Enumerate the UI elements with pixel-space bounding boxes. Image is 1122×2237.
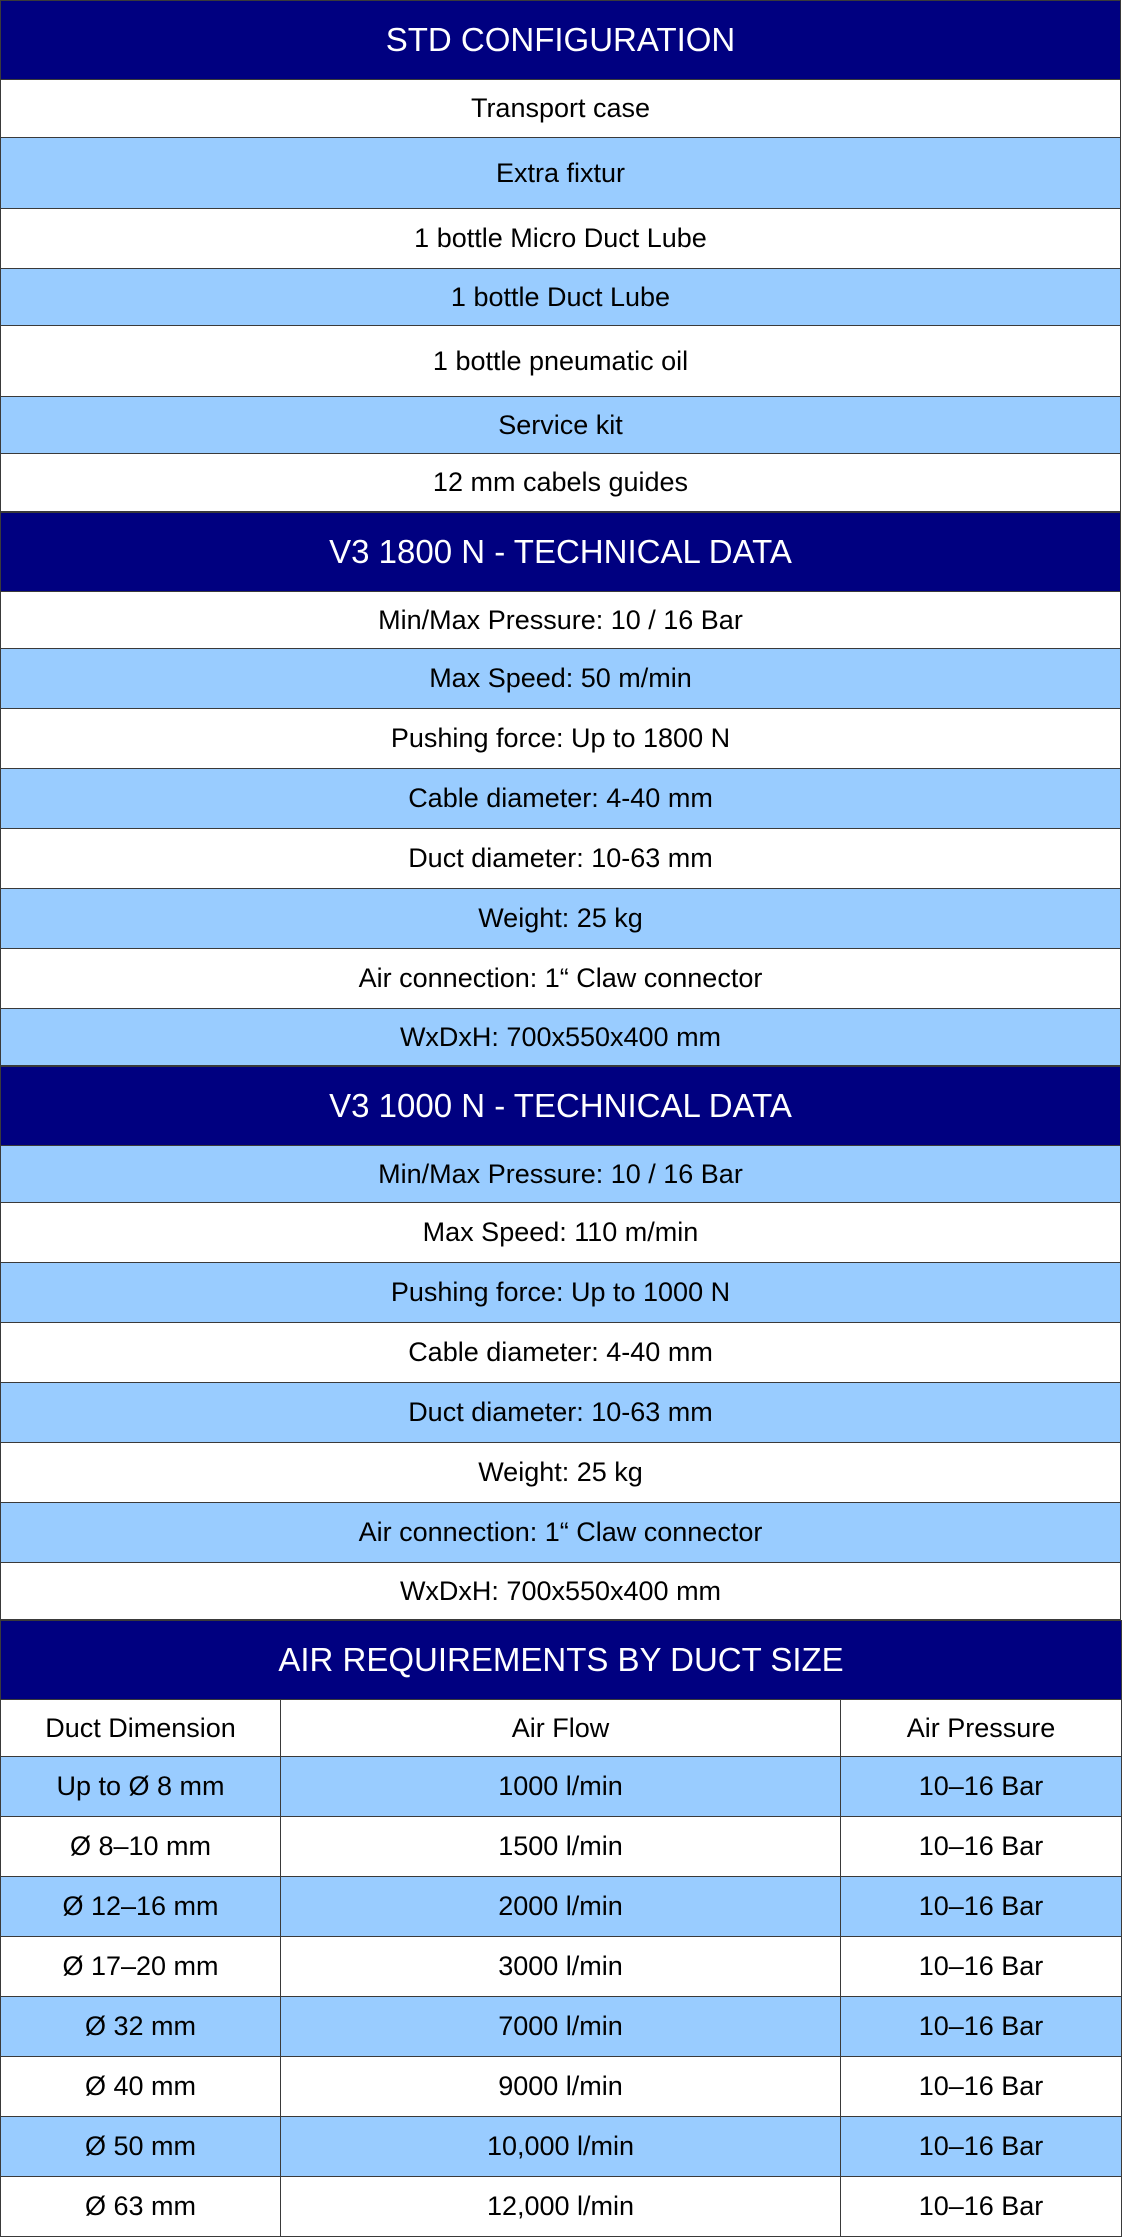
air-flow-cell: 7000 l/min xyxy=(281,1997,841,2057)
config-item: Transport case xyxy=(1,80,1121,138)
spec-row: Min/Max Pressure: 10 / 16 Bar xyxy=(1,1146,1121,1203)
spec-row: Weight: 25 kg xyxy=(1,889,1121,949)
table-row xyxy=(1,2057,1122,2117)
air-pressure-cell: 10–16 Bar xyxy=(841,1757,1122,1817)
air-flow-cell: 1500 l/min xyxy=(281,1817,841,1877)
spec-row: Min/Max Pressure: 10 / 16 Bar xyxy=(1,592,1121,649)
duct-dimension-cell: Ø 63 mm xyxy=(1,2177,281,2237)
spec-row: Duct diameter: 10-63 mm xyxy=(1,829,1121,889)
spec-row: Pushing force: Up to 1800 N xyxy=(1,709,1121,769)
table-row xyxy=(1,2117,1122,2177)
column-header-air-pressure: Air Pressure xyxy=(841,1700,1122,1757)
air-pressure-cell: 10–16 Bar xyxy=(841,1937,1122,1997)
spec-row: WxDxH: 700x550x400 mm xyxy=(1,1009,1121,1066)
v3-1800-header: V3 1800 N - TECHNICAL DATA xyxy=(1,513,1121,592)
table-row xyxy=(1,1817,1122,1877)
spec-row: Pushing force: Up to 1000 N xyxy=(1,1263,1121,1323)
table-row xyxy=(1,1757,1122,1817)
v3-1000-technical-table xyxy=(0,1066,1121,1620)
spec-row: Weight: 25 kg xyxy=(1,1443,1121,1503)
table-row xyxy=(1,1937,1122,1997)
v3-1800-technical-table xyxy=(0,512,1121,1066)
air-flow-cell: 12,000 l/min xyxy=(281,2177,841,2237)
duct-dimension-cell: Ø 17–20 mm xyxy=(1,1937,281,1997)
spec-row: Duct diameter: 10-63 mm xyxy=(1,1383,1121,1443)
table-row xyxy=(1,1877,1122,1937)
air-flow-cell: 2000 l/min xyxy=(281,1877,841,1937)
column-header-row xyxy=(1,1700,1122,1757)
config-item: 1 bottle pneumatic oil xyxy=(1,326,1121,397)
air-requirements-table xyxy=(0,1620,1122,2237)
duct-dimension-cell: Ø 12–16 mm xyxy=(1,1877,281,1937)
spec-row: WxDxH: 700x550x400 mm xyxy=(1,1563,1121,1620)
air-flow-cell: 10,000 l/min xyxy=(281,2117,841,2177)
duct-dimension-cell: Up to Ø 8 mm xyxy=(1,1757,281,1817)
config-item: 1 bottle Micro Duct Lube xyxy=(1,209,1121,269)
config-item: 1 bottle Duct Lube xyxy=(1,269,1121,326)
spec-row: Max Speed: 50 m/min xyxy=(1,649,1121,709)
table-row xyxy=(1,2177,1122,2237)
air-pressure-cell: 10–16 Bar xyxy=(841,2117,1122,2177)
air-flow-cell: 3000 l/min xyxy=(281,1937,841,1997)
spec-row: Air connection: 1“ Claw connector xyxy=(1,949,1121,1009)
duct-dimension-cell: Ø 40 mm xyxy=(1,2057,281,2117)
config-item: 12 mm cabels guides xyxy=(1,454,1121,512)
spec-row: Max Speed: 110 m/min xyxy=(1,1203,1121,1263)
table-row xyxy=(1,1997,1122,2057)
column-header-air-flow: Air Flow xyxy=(281,1700,841,1757)
air-pressure-cell: 10–16 Bar xyxy=(841,2057,1122,2117)
spec-row: Cable diameter: 4-40 mm xyxy=(1,1323,1121,1383)
air-pressure-cell: 10–16 Bar xyxy=(841,1817,1122,1877)
std-configuration-table xyxy=(0,0,1121,512)
air-flow-cell: 1000 l/min xyxy=(281,1757,841,1817)
spec-row: Air connection: 1“ Claw connector xyxy=(1,1503,1121,1563)
duct-dimension-cell: Ø 32 mm xyxy=(1,1997,281,2057)
air-pressure-cell: 10–16 Bar xyxy=(841,2177,1122,2237)
air-flow-cell: 9000 l/min xyxy=(281,2057,841,2117)
duct-dimension-cell: Ø 50 mm xyxy=(1,2117,281,2177)
v3-1000-header: V3 1000 N - TECHNICAL DATA xyxy=(1,1067,1121,1146)
config-item: Service kit xyxy=(1,397,1121,454)
std-configuration-header: STD CONFIGURATION xyxy=(1,1,1121,80)
spec-row: Cable diameter: 4-40 mm xyxy=(1,769,1121,829)
air-pressure-cell: 10–16 Bar xyxy=(841,1877,1122,1937)
config-item: Extra fixtur xyxy=(1,138,1121,209)
air-pressure-cell: 10–16 Bar xyxy=(841,1997,1122,2057)
air-requirements-header: AIR REQUIREMENTS BY DUCT SIZE xyxy=(1,1621,1122,1700)
duct-dimension-cell: Ø 8–10 mm xyxy=(1,1817,281,1877)
column-header-duct-dimension: Duct Dimension xyxy=(1,1700,281,1757)
